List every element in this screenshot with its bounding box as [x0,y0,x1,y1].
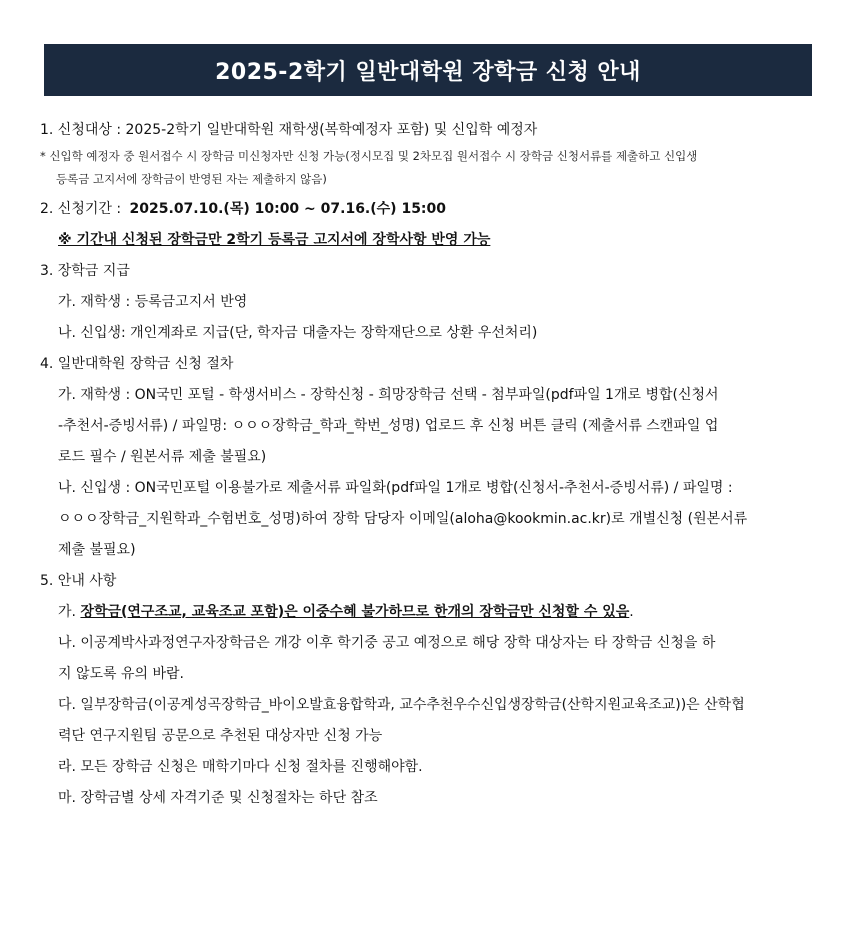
target-line: 1. 신청대상 : 2025-2학기 일반대학원 재학생(복학예정자 포함) 및 신입학 예정자 [40,122,538,138]
period-notice-line [40,226,820,257]
info-item-e: 마. 장학금별 상세 자격기준 및 신청절차는 하단 참조 [58,790,378,806]
target-note-line-1: * 신입학 예정자 중 원서접수 시 장학금 미신청자만 신청 가능(정시모집 및 2차모집 원서접수 시 장학금 신청서류를 제출하고 신입생 [40,149,698,163]
info-a-suffix: . [629,604,634,620]
document-body [40,116,820,815]
procedure-a-line-3: 로드 필수 / 원본서류 제출 불필요) [58,449,267,465]
title-banner [44,44,812,96]
info-a-prefix: 가. [58,604,76,620]
info-b-line-1: 나. 이공계박사과정연구자장학금은 개강 이후 학기중 공고 예정으로 해당 장학 대상자는 타 장학금 신청을 하 [58,635,716,651]
procedure-a-line-2: -추천서-증빙서류) / 파일명: ㅇㅇㅇ장학금_학과_학번_성명) 업로드 후 신청 버튼 클릭 (제출서류 스캔파일 업 [58,418,719,434]
period-notice: ※ 기간내 신청된 장학금만 2학기 등록금 고지서에 장학사항 반영 가능 [58,232,491,248]
payment-heading: 3. 장학금 지급 [40,263,130,279]
info-c-line-2: 력단 연구지원팀 공문으로 추천된 대상자만 신청 가능 [58,728,383,744]
info-a-emphasis: 장학금(연구조교, 교육조교 포함)은 이중수혜 불가하므로 한개의 장학금만 신청할 수 있음 [80,604,630,620]
info-item-a [40,598,820,629]
procedure-heading: 4. 일반대학원 장학금 신청 절차 [40,356,234,372]
period-line [40,195,820,226]
target-note-line-2: 등록금 고지서에 장학금이 반영된 자는 제출하지 않음) [56,172,327,186]
procedure-b-line-3: 제출 불필요) [58,542,136,558]
payment-item-a: 가. 재학생 : 등록금고지서 반영 [58,294,248,310]
page-title: 2025-2학기 일반대학원 장학금 신청 안내 [215,59,641,85]
info-heading: 5. 안내 사항 [40,573,117,589]
info-c-line-1: 다. 일부장학금(이공계성곡장학금_바이오발효융합학과, 교수추천우수신입생장학금(산학지원교육조교))은 산학협 [58,697,745,713]
info-item-d: 라. 모든 장학금 신청은 매학기마다 신청 절차를 진행해야함. [58,759,423,775]
procedure-b-line-1: 나. 신입생 : ON국민포털 이용불가로 제출서류 파일화(pdf파일 1개로 병합(신청서-추천서-증빙서류) / 파일명 : [58,480,733,496]
payment-item-b: 나. 신입생: 개인계좌로 지급(단, 학자금 대출자는 장학재단으로 상환 우선처리) [58,325,538,341]
info-b-line-2: 지 않도록 유의 바람. [58,666,184,682]
procedure-b-line-2: ㅇㅇㅇ장학금_지원학과_수험번호_성명)하여 장학 담당자 이메일(aloha@kookmin.ac.kr)로 개별신청 (원본서류 [58,511,748,527]
procedure-a-line-1: 가. 재학생 : ON국민 포털 - 학생서비스 - 장학신청 - 희망장학금 선택 - 첨부파일(pdf파일 1개로 병합(신청서 [58,387,719,403]
period-prefix: 2. 신청기간 : [40,201,122,217]
period-dates: 2025.07.10.(목) 10:00 ~ 07.16.(수) 15:00 [129,201,447,217]
